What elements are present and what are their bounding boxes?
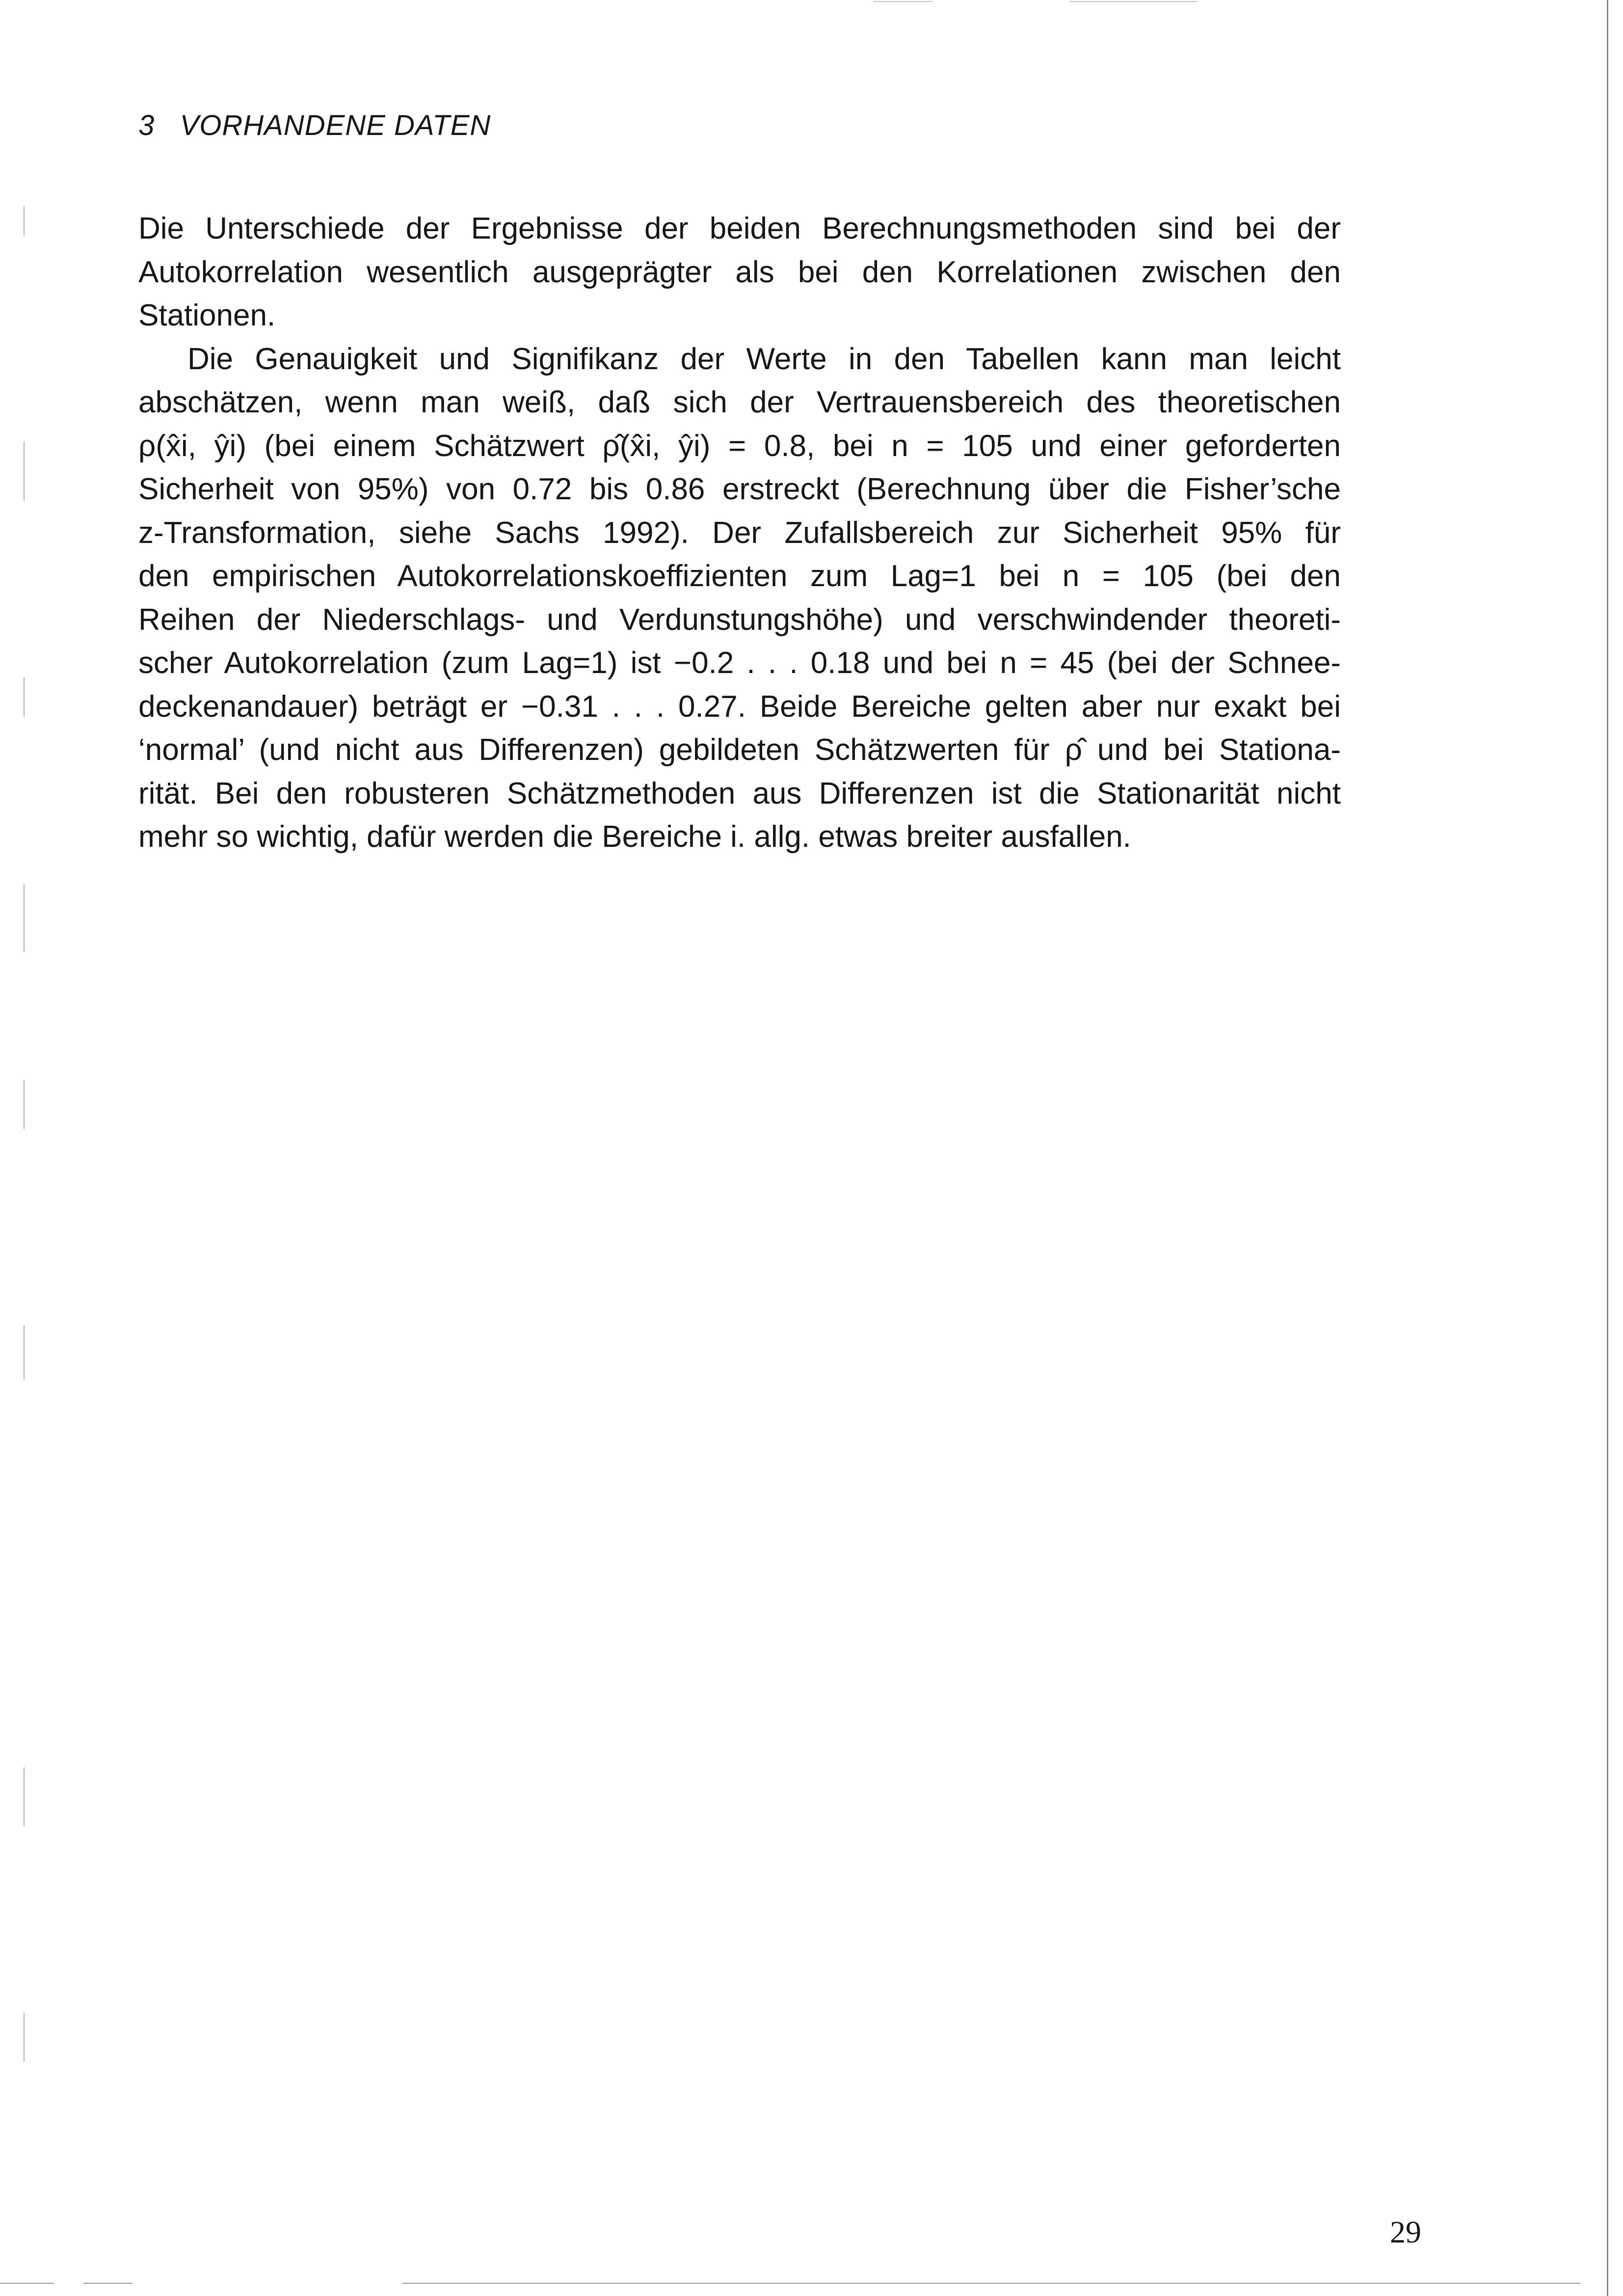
scan-artifact-bottom xyxy=(402,2283,1580,2284)
chapter-number: 3 xyxy=(138,109,155,141)
scan-artifact-bottom xyxy=(0,2283,54,2284)
text-line: Die Unterschiede der Ergebnisse der beiden Berechnungsmethoden sind bei der xyxy=(138,212,1341,245)
page-edge-rule xyxy=(1607,0,1608,2296)
text-line: ‘normal’ (und nicht aus Differenzen) gebildeten Schätzwerten für ρ̂ und bei Stationa- xyxy=(138,733,1341,767)
text-line: Reihen der Niederschlags- und Verdunstungshöhe) und verschwindender theoreti- xyxy=(138,602,1341,637)
text-line: deckenandauer) beträgt er −0.31 . . . 0.27. Beide Bereiche gelten aber nur exakt bei xyxy=(138,689,1341,724)
scan-artifact-left xyxy=(24,442,25,501)
running-head xyxy=(138,109,491,142)
text-line: z-Transformation, siehe Sachs 1992). Der Zufallsbereich zur Sicherheit 95% für xyxy=(138,515,1341,550)
text-line: ρ(x̂i, ŷi) (bei einem Schätzwert ρ̂(x̂i, ŷi) = 0.8, bei n = 105 und einer geforderten xyxy=(138,429,1341,463)
text-line: den empirischen Autokorrelationskoeffizienten zum Lag=1 bei n = 105 (bei den xyxy=(138,559,1341,593)
text-line: Sicherheit von 95%) von 0.72 bis 0.86 erstreckt (Berechnung über die Fisher’sche xyxy=(138,472,1341,506)
scan-artifact-left xyxy=(24,1080,25,1129)
scan-artifact-left xyxy=(24,1325,25,1379)
text-line: mehr so wichtig, dafür werden die Bereiche i. allg. etwas breiter ausfallen. xyxy=(138,820,1131,854)
chapter-title: VORHANDENE DATEN xyxy=(180,109,491,141)
scan-artifact-left xyxy=(24,206,25,236)
text-line: Stationen. xyxy=(138,298,276,332)
page-number: 29 xyxy=(1390,2215,1421,2249)
scan-artifact-left xyxy=(24,2013,25,2062)
scan-artifact-left xyxy=(24,677,25,717)
scan-artifact-top xyxy=(874,1,932,2)
text-line: scher Autokorrelation (zum Lag=1) ist −0.2 . . . 0.18 und bei n = 45 (bei der Schnee- xyxy=(138,646,1341,680)
text-line: Autokorrelation wesentlich ausgeprägter als bei den Korrelationen zwischen den xyxy=(138,255,1341,289)
scan-artifact-left xyxy=(24,884,25,952)
text-line: Die Genauigkeit und Signifikanz der Werte in den Tabellen kann man leicht xyxy=(187,342,1341,376)
text-line: abschätzen, wenn man weiß, daß sich der Vertrauensbereich des theoretischen xyxy=(138,385,1341,419)
scan-artifact-left xyxy=(24,1767,25,1826)
text-line: rität. Bei den robusteren Schätzmethoden aus Differenzen ist die Stationarität nicht xyxy=(138,776,1341,810)
body-text xyxy=(138,207,1341,859)
scan-artifact-top xyxy=(1070,1,1197,2)
scan-artifact-bottom xyxy=(83,2283,133,2284)
